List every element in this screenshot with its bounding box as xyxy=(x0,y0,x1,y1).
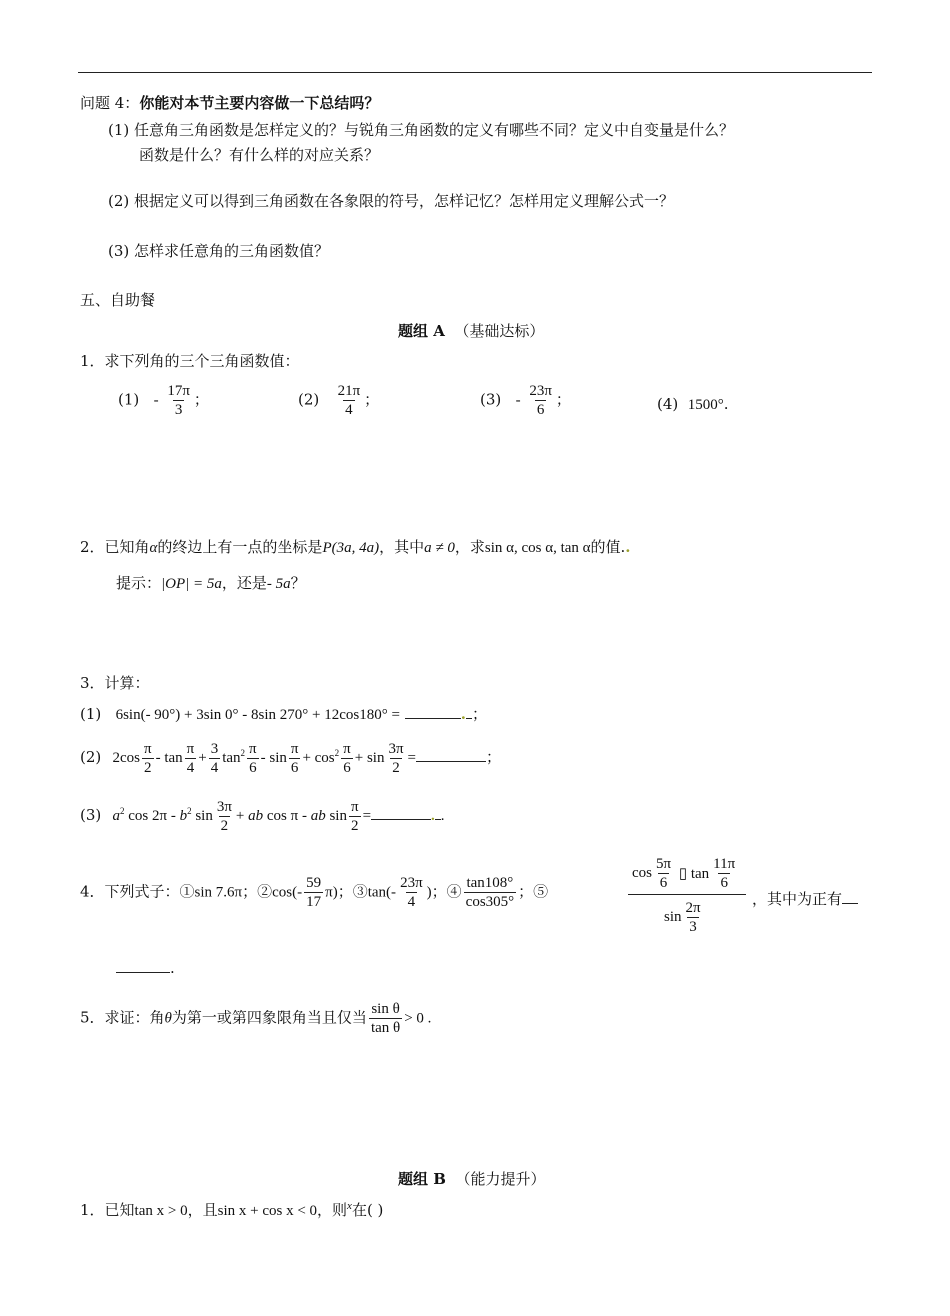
variable: x xyxy=(347,1200,352,1212)
text: 的值. xyxy=(590,538,626,556)
label: (3) xyxy=(480,390,502,409)
numerator: 23π xyxy=(400,875,423,891)
label: (3) xyxy=(80,805,102,824)
label: (2) xyxy=(80,747,102,766)
semicolon: ； xyxy=(471,705,487,723)
fraction xyxy=(527,382,554,419)
numerator: 59 xyxy=(306,875,322,891)
text: > 0 . xyxy=(404,1010,432,1027)
numerator: 17π xyxy=(167,383,190,399)
text: ；④ xyxy=(431,882,462,901)
fraction: $\frac{\pi}{2}$ xyxy=(350,799,359,834)
text: ，还是 xyxy=(221,574,267,592)
answer-blank[interactable] xyxy=(416,747,486,762)
expr: |OP| = 5a xyxy=(161,576,222,592)
problem-3-part-2: (2) 2cos $\frac{\pi}{2}$ - tan $\frac{\pi}{4}$ + $\frac{3}{4}$ $\tan^2$ $\frac{\pi}{6}$ - sin $\frac{\pi}{6}$ + $\cos^2$ $\frac{\pi}{6}$ + sin $\frac{3\pi}{2}$ = ； xyxy=(80,741,502,776)
text: 为第一或第四象限角当且仅当 xyxy=(171,1008,367,1027)
problem-3-title: 3．计算： xyxy=(80,674,150,692)
fraction xyxy=(369,1000,402,1037)
q4-item-1-cont: 函数是什么？有什么样的对应关系？ xyxy=(139,146,380,164)
answer-blank[interactable] xyxy=(405,704,461,719)
problem-2-text xyxy=(80,536,631,557)
group-b-title: 题组 B xyxy=(398,1170,446,1188)
fraction: $\frac{3}{4}$ xyxy=(210,741,219,776)
semicolon: ； xyxy=(486,747,502,766)
fraction: $\frac{\pi}{2}$ xyxy=(144,741,152,776)
text: ；③ xyxy=(337,882,368,901)
condition: a ≠ 0 xyxy=(424,540,455,556)
fraction xyxy=(336,382,363,419)
problem-b1-text xyxy=(80,1199,383,1220)
fraction xyxy=(398,874,425,911)
text: ，求 xyxy=(454,538,485,556)
fraction: $\frac{2\pi}{3}$ xyxy=(685,899,701,935)
fraction xyxy=(464,874,517,911)
q4-title: 你能对本节主要内容做一下总结吗？ xyxy=(139,94,380,112)
theta: θ xyxy=(164,1010,172,1027)
fraction xyxy=(304,874,323,911)
answer-blank-cont[interactable] xyxy=(116,958,170,973)
sign: - xyxy=(153,392,159,409)
problem-1-part-1 xyxy=(118,382,209,419)
fraction: $\frac{3\pi}{2}$ xyxy=(388,741,404,776)
problem-1-part-3 xyxy=(480,382,571,419)
denominator: 4 xyxy=(407,894,416,910)
fraction: $\frac{5\pi}{6}$ xyxy=(656,855,672,891)
fraction: $\frac{11\pi}{6}$ xyxy=(713,855,736,891)
label: (2) xyxy=(298,390,320,409)
functions: sin α, cos α, tan α xyxy=(484,540,591,556)
expr: tan x > 0 xyxy=(134,1203,188,1219)
group-b-sub: （能力提升） xyxy=(455,1170,546,1188)
section-heading: 五、自助餐 xyxy=(80,291,156,309)
sign: - xyxy=(515,392,521,409)
text: ，其中为正有 xyxy=(752,890,843,908)
separator: ； xyxy=(555,390,571,409)
answer-blank[interactable] xyxy=(842,889,858,904)
expr-3b: ) xyxy=(426,884,432,901)
marker-dot: . xyxy=(431,807,435,824)
fraction: $\frac{\pi}{6}$ xyxy=(343,741,351,776)
group-a-heading xyxy=(398,320,544,341)
answer-blank[interactable] xyxy=(371,805,431,820)
marker-dot: . xyxy=(625,538,631,556)
text: ；② xyxy=(242,882,273,901)
fraction: $\frac{\pi}{6}$ xyxy=(290,741,299,776)
problem-1-part-2 xyxy=(298,382,379,419)
group-a-sub: （基础达标） xyxy=(454,322,545,340)
denominator: 6 xyxy=(536,402,545,418)
numerator: 21π xyxy=(337,383,361,399)
problem-4-expr-5: cos $\frac{5\pi}{6}$ ▯ tan $\frac{11\pi}{6}$ sin $\frac{2\pi}{3}$ xyxy=(628,852,746,939)
alpha: α xyxy=(149,540,158,556)
problem-4-blank-line xyxy=(116,958,175,977)
fraction: $\frac{3\pi}{2}$ xyxy=(216,799,232,834)
separator: ； xyxy=(193,390,209,409)
group-b-heading xyxy=(398,1168,545,1189)
problem-4-text xyxy=(80,874,548,911)
expr: 6sin(- 90°) + 3sin 0° - 8sin 270° + 12cos180° = xyxy=(115,707,400,723)
fraction: $\frac{\pi}{6}$ xyxy=(249,741,257,776)
text: ？ xyxy=(290,574,306,592)
q4-item-3: (3) 怎样求任意角的三角函数值？ xyxy=(108,242,330,260)
text: ；⑤ xyxy=(518,882,549,901)
text: 1．已知 xyxy=(80,1201,135,1219)
problem-3-part-1 xyxy=(80,703,487,724)
value: 1500° xyxy=(687,397,724,413)
problem-4-tail xyxy=(752,888,858,909)
numerator: sin θ xyxy=(371,1001,400,1017)
period: . xyxy=(170,959,175,977)
text: ，且 xyxy=(187,1201,218,1219)
expr: - 5a xyxy=(266,576,291,592)
problem-5-text xyxy=(80,1000,431,1037)
problem-3-part-3: (3) $a^2$ $\cos 2\pi - b^2$ sin $\frac{3\pi}{2}$ + ab cos π - ab sin $\frac{\pi}{2}$ = . . xyxy=(80,799,445,834)
expr: sin x + cos x < 0 xyxy=(217,1203,318,1219)
problem-2-hint xyxy=(116,572,306,593)
period: . xyxy=(440,807,445,824)
text: 的终边上有一点的坐标是 xyxy=(157,538,323,556)
label: (1) xyxy=(118,390,140,409)
group-a-title: 题组 A xyxy=(398,322,445,340)
denominator: tan θ xyxy=(370,1020,401,1036)
expr-2b: π) xyxy=(325,884,338,901)
label: (1) xyxy=(80,705,102,723)
numerator: 23π xyxy=(529,383,552,399)
fraction: $\frac{\pi}{4}$ xyxy=(186,741,195,776)
text: 2．已知角 xyxy=(80,538,150,556)
expr-3a: tan(- xyxy=(367,884,397,901)
denominator: 4 xyxy=(345,402,353,418)
q4-heading xyxy=(80,92,379,113)
expr-2a: cos(- xyxy=(272,884,303,901)
expr-1: sin 7.6π xyxy=(194,884,243,901)
fraction xyxy=(165,382,192,419)
text: ，其中 xyxy=(379,538,425,556)
separator: ； xyxy=(364,390,380,409)
problem-1-text: 1．求下列角的三个三角函数值： xyxy=(80,352,300,370)
text: 4．下列式子：① xyxy=(80,882,195,901)
numerator: tan108° xyxy=(466,875,514,891)
text: 5．求证：角 xyxy=(80,1008,165,1027)
denominator: cos305° xyxy=(465,894,515,910)
problem-1-part-4 xyxy=(657,395,729,414)
text: 提示： xyxy=(116,574,162,592)
point: P(3a, 4a) xyxy=(322,540,380,556)
period: . xyxy=(723,395,729,413)
text: 在( ) xyxy=(351,1201,384,1219)
q4-prefix: 问题 4： xyxy=(80,94,140,112)
text: ，则 xyxy=(317,1201,348,1219)
q4-item-1: (1) 任意角三角函数是怎样定义的？与锐角三角函数的定义有哪些不同？定义中自变量是什么？ xyxy=(108,121,735,139)
label: (4) xyxy=(657,395,679,413)
marker-dot: . xyxy=(460,705,466,723)
q4-item-2: (2) 根据定义可以得到三角函数在各象限的符号，怎样记忆？怎样用定义理解公式一？ xyxy=(108,192,675,210)
top-rule xyxy=(78,72,872,73)
denominator: 3 xyxy=(174,402,183,418)
denominator: 17 xyxy=(306,894,322,910)
